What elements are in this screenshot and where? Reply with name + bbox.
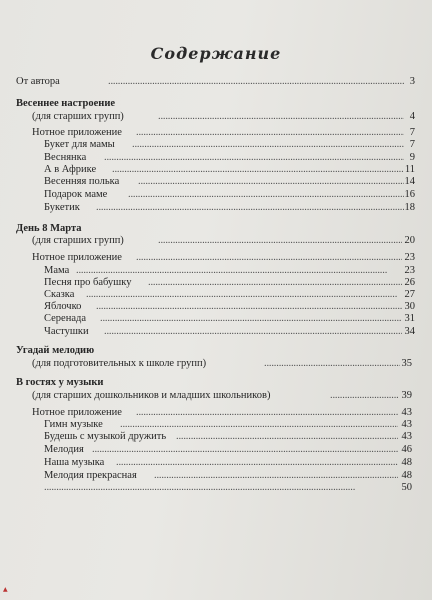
toc-entry-label: (для старших дошкольников и младших школьников) — [32, 390, 271, 401]
toc-entry — [0, 75, 432, 88]
toc-entry-page: 11 — [404, 164, 415, 175]
toc-entry-label: Яблочко — [44, 301, 82, 312]
dot-leader — [136, 251, 402, 264]
toc-entry-page: 46 — [401, 444, 412, 455]
toc-entry-page: 34 — [404, 326, 415, 337]
toc-entry-label: А в Африке — [44, 164, 97, 175]
toc-entry-page: 7 — [409, 127, 415, 138]
toc-entry — [0, 175, 432, 188]
toc-entry — [0, 234, 432, 247]
toc-entry-label: В гостях у музыки — [16, 377, 104, 388]
dot-leader — [264, 357, 400, 370]
toc-entry-label: Наша музыка — [44, 457, 105, 468]
toc-entry-label: Весеннее настроение — [16, 98, 116, 109]
toc-entry — [0, 443, 432, 456]
dot-leader — [158, 110, 404, 123]
toc-entry-label: Будешь с музыкой дружить — [44, 431, 167, 442]
toc-entry-label: Мелодия прекрасная — [44, 470, 137, 481]
toc-entry-page: 50 — [401, 482, 412, 493]
toc-entry-label: День 8 Марта — [16, 223, 82, 234]
dot-leader — [44, 481, 398, 494]
dot-leader — [330, 389, 398, 402]
toc-entry-label: Песня про бабушку — [44, 277, 132, 288]
toc-entry-page: 35 — [401, 358, 412, 369]
toc-entry-page: 9 — [409, 152, 415, 163]
toc-entry-page: 43 — [401, 431, 412, 442]
toc-entry-label: Нотное приложение — [32, 252, 122, 263]
toc-entry — [0, 110, 432, 123]
toc-entry-label: Гимн музыке — [44, 419, 103, 430]
toc-entry — [0, 481, 432, 494]
toc-entry — [0, 389, 432, 402]
toc-entry-label: Веснянка — [44, 152, 87, 163]
toc-entry — [0, 188, 432, 201]
toc-section-heading — [0, 376, 432, 389]
dot-leader — [108, 75, 404, 88]
toc-entry-label: Мелодия — [44, 444, 84, 455]
toc-entry-label: Букет для мамы — [44, 139, 115, 150]
dot-leader — [96, 201, 404, 214]
toc-entry — [0, 357, 432, 370]
toc-entry-label: Букетик — [44, 202, 80, 213]
toc-entry-label: Нотное приложение — [32, 127, 122, 138]
dot-leader — [104, 325, 402, 338]
toc-entry-label: Частушки — [44, 326, 89, 337]
toc-entry-page: 20 — [404, 235, 415, 246]
toc-entry-page: 4 — [409, 111, 415, 122]
toc-entry-page: 23 — [404, 252, 415, 263]
page-title: Содержание — [150, 44, 282, 63]
toc-entry — [0, 201, 432, 214]
dot-leader — [176, 430, 398, 443]
toc-entry — [0, 251, 432, 264]
toc-entry-label: Сказка — [44, 289, 75, 300]
toc-entry-label: Угадай мелодию — [16, 345, 95, 356]
toc-entry-label: Подарок маме — [44, 189, 108, 200]
toc-entry — [0, 138, 432, 151]
toc-entry-page: 48 — [401, 470, 412, 481]
toc-entry-page: 14 — [404, 176, 415, 187]
corner-mark: ▲ — [3, 586, 8, 593]
toc-entry-page: 30 — [404, 301, 415, 312]
toc-entry-page: 7 — [409, 139, 415, 150]
toc-section-heading — [0, 97, 432, 110]
toc-entry — [0, 312, 432, 325]
toc-entry-page: 18 — [404, 202, 415, 213]
toc-entry-page: 23 — [404, 265, 415, 276]
toc-entry-page: 27 — [404, 289, 415, 300]
toc-entry-page: 3 — [409, 76, 415, 87]
toc-entry-page: 43 — [401, 407, 412, 418]
dot-leader — [116, 456, 398, 469]
toc-section-heading — [0, 344, 432, 357]
toc-entry-label: (для старших групп) — [32, 111, 124, 122]
dot-leader — [92, 443, 398, 456]
toc-entry-label: Нотное приложение — [32, 407, 122, 418]
toc-entry — [0, 456, 432, 469]
dot-leader — [100, 312, 402, 325]
toc-entry-page: 48 — [401, 457, 412, 468]
toc-entry-page: 16 — [404, 189, 415, 200]
toc-entry-label: Весенняя полька — [44, 176, 120, 187]
toc-entry-label: Серенада — [44, 313, 86, 324]
dot-leader — [128, 188, 404, 201]
dot-leader — [158, 234, 402, 247]
dot-leader — [138, 175, 404, 188]
toc-entry — [0, 325, 432, 338]
toc-entry-label: От автора — [16, 76, 60, 87]
toc-entry-label: (для подготовительных к школе групп) — [32, 358, 207, 369]
toc-entry-page: 26 — [404, 277, 415, 288]
toc-entry-page: 39 — [401, 390, 412, 401]
toc-entry-label: Мама — [44, 265, 70, 276]
dot-leader — [132, 138, 404, 151]
toc-entry-page: 31 — [404, 313, 415, 324]
toc-entry-page: 43 — [401, 419, 412, 430]
toc-entry-label: (для старших групп) — [32, 235, 124, 246]
toc-entry — [0, 430, 432, 443]
